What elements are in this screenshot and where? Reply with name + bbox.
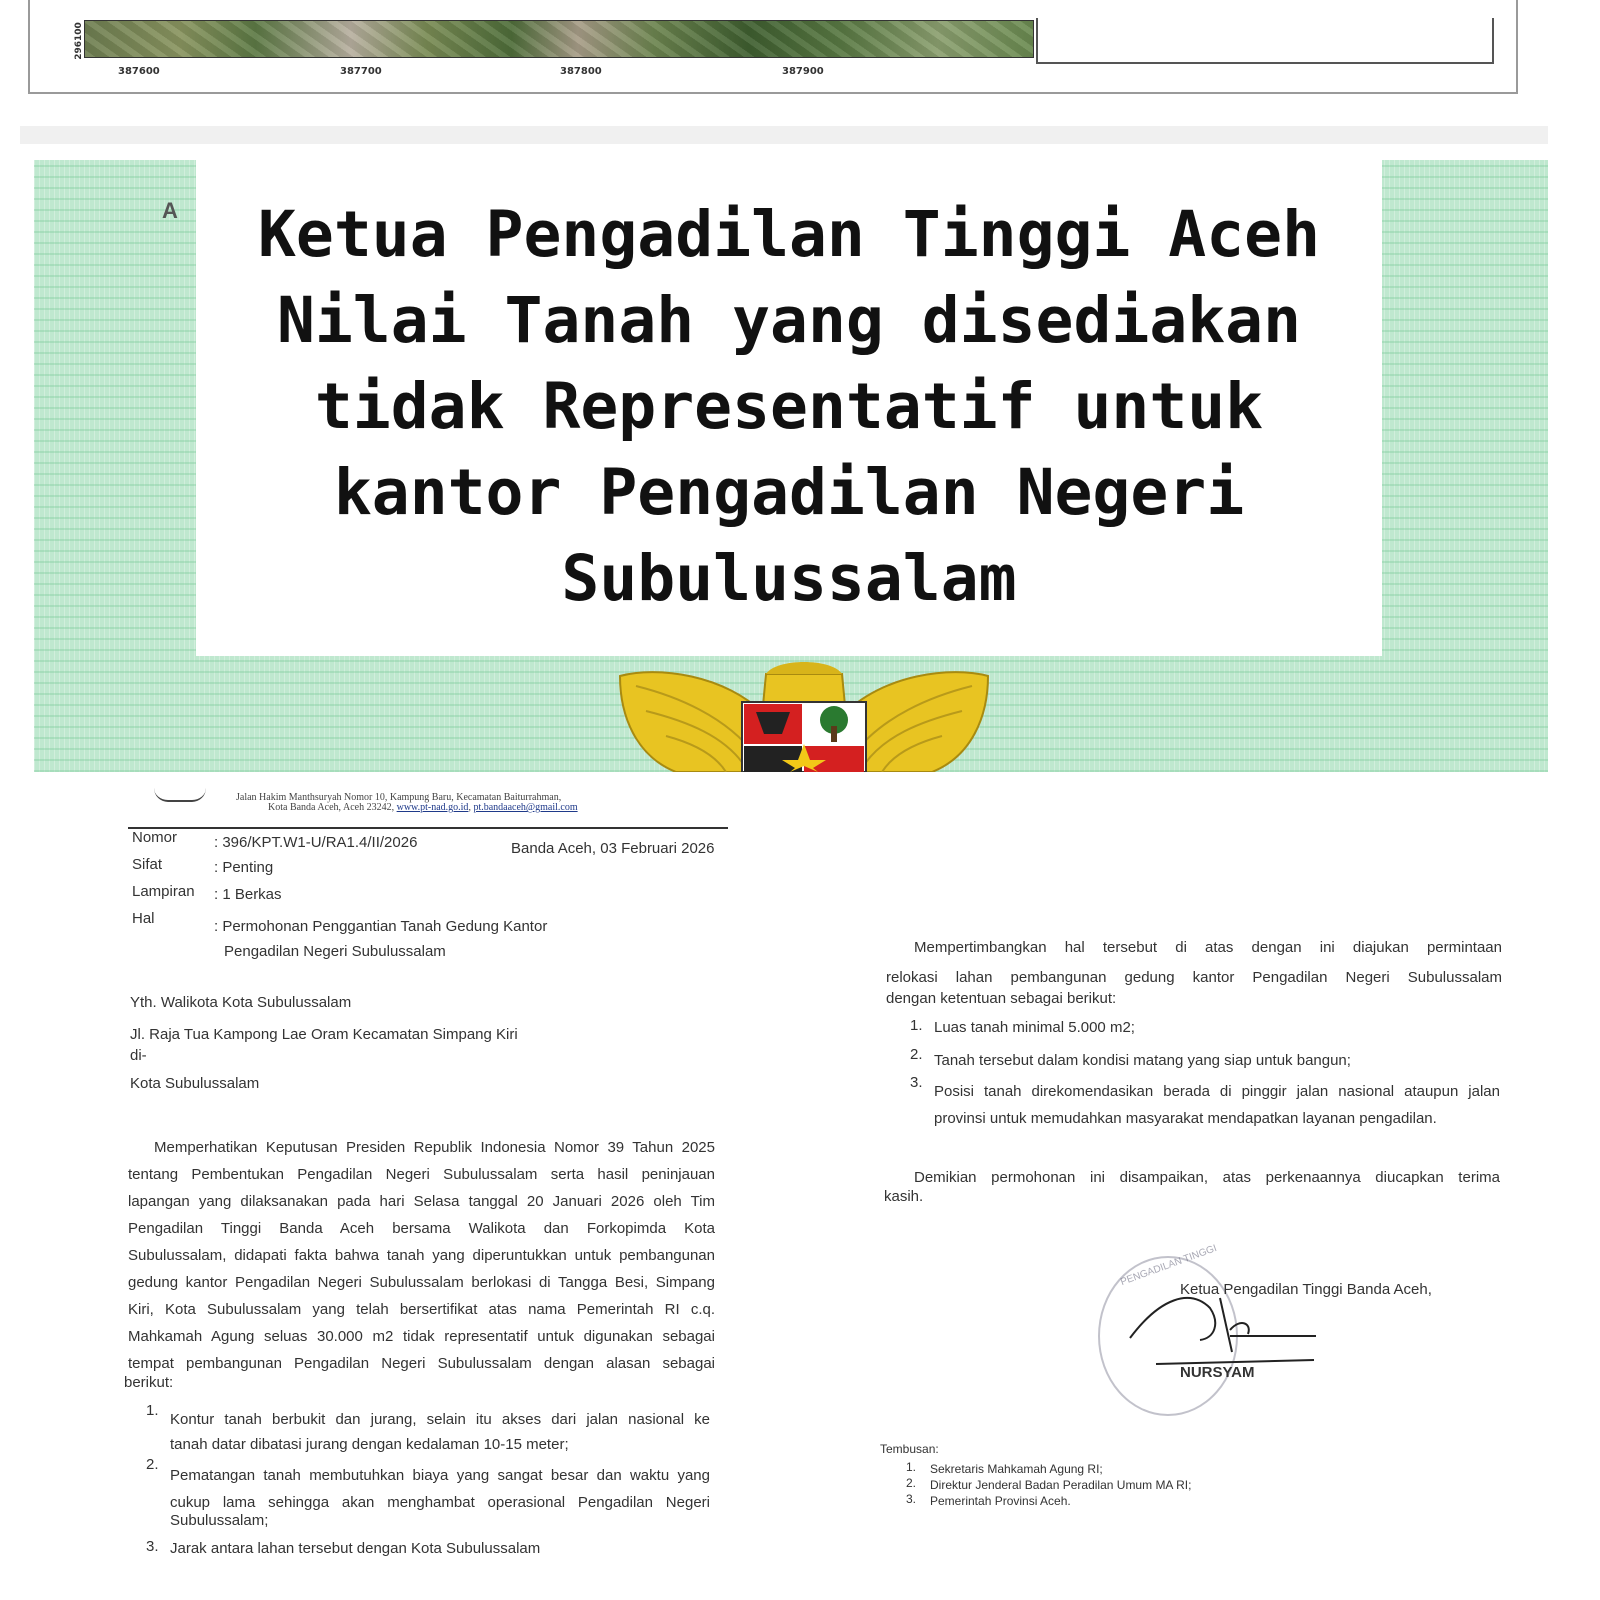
recipient-city: Kota Subulussalam — [130, 1075, 260, 1092]
tembusan-label: Tembusan: — [880, 1442, 939, 1456]
reason-item: Jarak antara lahan tersebut dengan Kota Subulussalam — [170, 1540, 541, 1557]
right-paragraph: relokasi lahan pembangunan gedung kantor Pengadilan Negeri Subulussalam — [886, 969, 1502, 986]
reason-number: 3. — [146, 1538, 159, 1555]
court-logo-icon — [154, 788, 206, 802]
map-x-tick: 387900 — [782, 66, 824, 77]
letterhead-rule — [128, 827, 728, 829]
lampiran-label: Lampiran — [132, 883, 195, 900]
hal-value: : Permohonan Penggantian Tanah Gedung Kantor — [214, 918, 548, 935]
hal-value-continued: Pengadilan Negeri Subulussalam — [224, 943, 446, 960]
recipient-di: di- — [130, 1047, 147, 1064]
requirement-item: Luas tanah minimal 5.000 m2; — [934, 1019, 1135, 1036]
map-x-tick: 387600 — [118, 66, 160, 77]
tembusan-number: 3. — [906, 1492, 917, 1506]
right-paragraph-end: dengan ketentuan sebagai berikut: — [886, 990, 1117, 1007]
map-x-tick: 387700 — [340, 66, 382, 77]
closing-paragraph-end: kasih. — [884, 1188, 924, 1205]
lampiran-value: : 1 Berkas — [214, 886, 282, 903]
letterhead-email[interactable]: pt.bandaaceh@gmail.com — [473, 802, 578, 813]
requirement-number: 2. — [910, 1046, 923, 1063]
body-paragraph-end: berikut: — [124, 1374, 174, 1391]
signatory-title: Ketua Pengadilan Tinggi Banda Aceh, — [1180, 1281, 1432, 1298]
recipient-address: Jl. Raja Tua Kampong Lae Oram Kecamatan Simpang Kiri — [130, 1026, 518, 1043]
reason-number: 2. — [146, 1456, 159, 1473]
body-paragraph: tentang Pembentukan Pengadilan Negeri Subulussalam serta hasil peninjauan lapangan yang dilaksanakan pada hari Selasa tanggal 20 Januari 2026 oleh Tim Pengadilan Tinggi Banda Aceh bersama Walikota dan Forkopimda Kota Subulussalam, didapati fakta bahwa tanah yang diperuntukkan untuk pembangunan gedung kantor Pengadilan Negeri Subulussalam berlokasi di Tangga Besi, Simpang Kiri, Kota Subulussalam yang telah bersertifikat atas nama Pemerintah RI c.q. Mahkamah Agung seluas 30.000 m2 tidak representatif untuk digunakan sebagai tempat pembangunan Pengadilan Negeri Subulussalam dengan alasan sebagai — [128, 1166, 715, 1372]
signatory-name: NURSYAM — [1180, 1364, 1255, 1381]
tembusan-number: 2. — [906, 1476, 917, 1490]
recipient-line: Yth. Walikota Kota Subulussalam — [130, 994, 352, 1011]
nomor-value: : 396/KPT.W1-U/RA1.4/II/2026 — [214, 834, 418, 851]
tembusan-item: Sekretaris Mahkamah Agung RI; — [930, 1462, 1103, 1476]
hal-label: Hal — [132, 910, 155, 927]
tembusan-item: Direktur Jenderal Badan Peradilan Umum MA RI; — [930, 1478, 1192, 1492]
place-date: Banda Aceh, 03 Februari 2026 — [511, 840, 715, 857]
requirement-number: 3. — [910, 1074, 923, 1091]
reason-item: Pematangan tanah membutuhkan biaya yang sangat besar dan waktu yang cukup lama sehingga akan menghambat operasional Pengadilan Negeri — [170, 1467, 710, 1511]
reason-item-continued: tanah datar dibatasi jurang dengan kedalaman 10-15 meter; — [170, 1436, 569, 1453]
requirement-item: Posisi tanah direkomendasikan berada di pinggir jalan nasional ataupun jalan — [934, 1083, 1500, 1100]
reason-item: Kontur tanah berbukit dan jurang, selain itu akses dari jalan nasional ke — [170, 1411, 710, 1428]
requirement-item: Tanah tersebut dalam kondisi matang yang siap untuk bangun; — [934, 1052, 1351, 1069]
headline-text: Ketua Pengadilan Tinggi Aceh Nilai Tanah yang disediakan tidak Representatif untuk kantor Pengadilan Negeri Subulussalam — [257, 198, 1321, 615]
map-x-tick: 387800 — [560, 66, 602, 77]
sifat-label: Sifat — [132, 856, 163, 873]
closing-paragraph: Demikian permohonan ini disampaikan, atas perkenaannya diucapkan terima — [914, 1169, 1500, 1186]
headline-box — [196, 158, 1382, 656]
garuda-emblem-icon — [616, 656, 992, 772]
requirement-item-continued: provinsi untuk memudahkan masyarakat mendapatkan layanan pengadilan. — [934, 1110, 1437, 1127]
certificate-corner-mark: A — [162, 198, 178, 223]
right-paragraph-first-line: Mempertimbangkan hal tersebut di atas dengan ini diajukan permintaan — [914, 939, 1502, 956]
letterhead-city: Kota Banda Aceh, Aceh 23242, www.pt-nad.go.id, pt.bandaaceh@gmail.com — [268, 802, 578, 813]
map-y-tick: 296100 — [73, 22, 84, 60]
letterhead-address: Jalan Hakim Manthsuryah Nomor 10, Kampung Baru, Kecamatan Baiturrahman, — [236, 792, 562, 803]
tembusan-number: 1. — [906, 1460, 917, 1474]
tembusan-item: Pemerintah Provinsi Aceh. — [930, 1494, 1071, 1508]
reason-number: 1. — [146, 1402, 159, 1419]
official-letter — [0, 772, 1600, 1600]
letterhead-url[interactable]: www.pt-nad.go.id — [396, 802, 469, 813]
map-legend-box — [1036, 18, 1494, 64]
divider — [20, 126, 1548, 144]
reason-item-continued: Subulussalam; — [170, 1512, 269, 1529]
stamp-text: PENGADILAN TINGGI — [1119, 1242, 1219, 1289]
body-paragraph-first-line: Memperhatikan Keputusan Presiden Republik Indonesia Nomor 39 Tahun 2025 — [154, 1139, 715, 1156]
requirement-number: 1. — [910, 1017, 923, 1034]
sifat-value: : Penting — [214, 859, 274, 876]
nomor-label: Nomor — [132, 829, 178, 846]
satellite-map-image — [84, 20, 1034, 58]
signature-icon — [1120, 1278, 1320, 1368]
